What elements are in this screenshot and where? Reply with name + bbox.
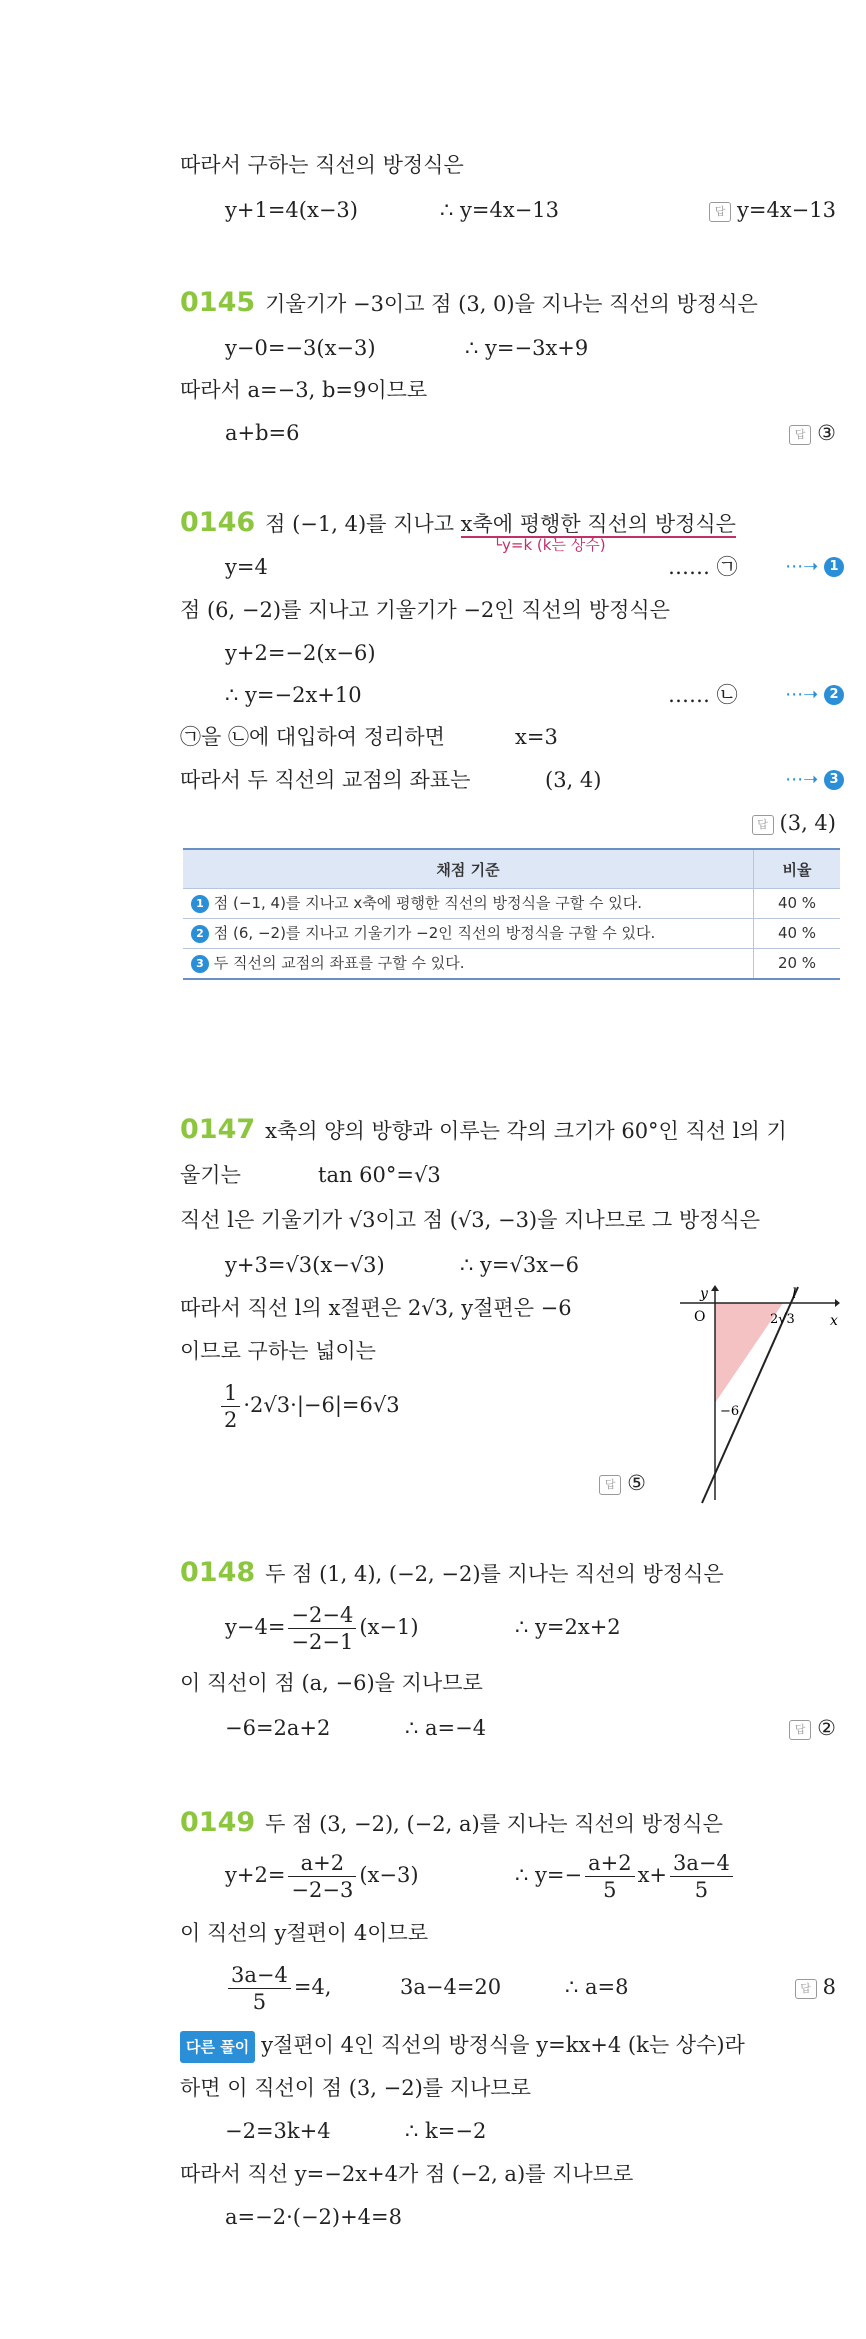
table-row	[183, 889, 840, 919]
numerator: a+2	[288, 1850, 356, 1877]
denominator: 2	[224, 1408, 238, 1432]
denominator: 5	[694, 1878, 709, 1902]
problem-0149-line	[180, 1808, 723, 1839]
equation	[515, 1848, 736, 1903]
equation: y=4	[225, 555, 268, 579]
text-line: ㉠을 ㉡에 대입하여 정리하면	[180, 725, 445, 749]
answer-icon: 답	[789, 425, 811, 445]
criterion-text: 점 (6, −2)를 지나고 기울기가 −2인 직선의 방정식을 구할 수 있다.	[213, 924, 656, 942]
problem-0148-line	[180, 1558, 724, 1589]
origin-label: O	[694, 1309, 706, 1325]
answer-value: (3, 4)	[779, 811, 836, 835]
expression: ·2√3·|−6|=6√3	[243, 1393, 400, 1417]
numerator: 3a−4	[228, 1962, 291, 1989]
equation: y+3=√3(x−√3)	[225, 1253, 385, 1277]
alt-solution-tag: 다른 풀이	[180, 2031, 255, 2063]
equation: ∴ y=4x−13	[440, 198, 560, 222]
answer-icon: 답	[599, 1475, 621, 1495]
equation	[225, 1600, 419, 1655]
fraction	[585, 1850, 634, 1903]
equation: ∴ a=8	[565, 1975, 629, 1999]
equation: ∴ y=2x+2	[515, 1615, 621, 1639]
arrow-icon: ⋯➝	[785, 556, 819, 577]
answer-value: y=4x−13	[737, 198, 836, 222]
text-line: 이므로 구하는 넓이는	[180, 1339, 376, 1363]
equation: ∴ k=−2	[405, 2119, 487, 2143]
text-line: 따라서 a=−3, b=9이므로	[180, 378, 428, 402]
step-marker-1	[785, 552, 844, 582]
x-intercept-label: 2√3	[770, 1312, 795, 1327]
text-line: 하면 이 직선이 점 (3, −2)를 지나므로	[180, 2076, 531, 2100]
marker-a: …… ㉠	[668, 555, 738, 579]
fraction	[228, 1962, 291, 2015]
answer-value: 8	[822, 1975, 836, 1999]
fraction	[670, 1850, 733, 1903]
equation: y+1=4(x−3)	[225, 198, 358, 222]
expression: x+	[637, 1863, 668, 1887]
step-badge: 2	[824, 685, 844, 705]
expression: ∴ y=−	[515, 1863, 583, 1887]
equation: x=3	[515, 725, 558, 749]
equation: tan 60°=√3	[318, 1163, 441, 1187]
annotation-note: └y=k (k는 상수)	[493, 536, 606, 554]
x-axis-label: x	[830, 1313, 838, 1329]
step-badge: 2	[191, 925, 209, 943]
arrow-icon: ⋯➝	[785, 684, 819, 705]
text-line: 따라서 구하는 직선의 방정식은	[180, 153, 464, 177]
criterion-text: 점 (−1, 4)를 지나고 x축에 평행한 직선의 방정식을 구할 수 있다.	[213, 894, 643, 912]
equation: −6=2a+2	[225, 1716, 331, 1740]
answer-icon: 답	[795, 1979, 817, 1999]
text-line: 이 직선의 y절편이 4이므로	[180, 1921, 429, 1945]
answer-icon: 답	[752, 815, 774, 835]
numerator: −2−4	[288, 1602, 356, 1629]
expression: (x−3)	[359, 1863, 419, 1887]
equation	[225, 1848, 419, 1903]
equation: (3, 4)	[545, 768, 602, 792]
step-badge: 3	[191, 955, 209, 973]
equation: y+2=−2(x−6)	[225, 641, 376, 665]
criterion-text: 두 직선의 교점의 좌표를 구할 수 있다.	[213, 954, 465, 972]
problem-number: 0148	[180, 1557, 256, 1588]
problem-number: 0145	[180, 287, 256, 318]
equation: ∴ y=−2x+10	[225, 683, 362, 707]
equation: a+b=6	[225, 421, 300, 445]
equation: y−0=−3(x−3)	[225, 336, 376, 360]
problem-0146-line	[180, 508, 736, 539]
equation: 3a−4=20	[400, 1975, 502, 1999]
y-intercept-label: −6	[720, 1404, 740, 1419]
fraction	[221, 1380, 240, 1433]
table-row	[183, 949, 840, 980]
criterion	[183, 889, 754, 919]
expression: =4,	[293, 1975, 332, 1999]
y-axis-arrow	[711, 1285, 719, 1291]
answer	[599, 1468, 646, 1498]
denominator: −2−1	[291, 1630, 354, 1654]
expression: y−4=	[225, 1615, 286, 1639]
answer	[709, 195, 836, 225]
step-marker-2	[785, 680, 844, 710]
numerator: 3a−4	[670, 1850, 733, 1877]
problem-0145-line	[180, 288, 758, 319]
text-line: 따라서 직선 l의 x절편은 2√3, y절편은 −6	[180, 1296, 572, 1320]
percent: 40 %	[754, 889, 841, 919]
equation: −2=3k+4	[225, 2119, 331, 2143]
alt-solution-line	[180, 2030, 745, 2063]
y-axis-label: y	[700, 1286, 708, 1302]
answer	[789, 1713, 836, 1743]
expression: y+2=	[225, 1863, 286, 1887]
equation: ∴ y=−3x+9	[465, 336, 589, 360]
text-line: 따라서 두 직선의 교점의 좌표는	[180, 768, 471, 792]
answer-value: ②	[817, 1716, 836, 1740]
step-badge: 1	[191, 895, 209, 913]
underlined-text: x축에 평행한 직선의 방정식은	[460, 512, 736, 536]
percent: 20 %	[754, 949, 841, 980]
criterion	[183, 919, 754, 949]
answer-value: ⑤	[627, 1471, 646, 1495]
numerator: a+2	[585, 1850, 634, 1877]
equation: a=−2·(−2)+4=8	[225, 2205, 403, 2229]
answer	[795, 1972, 836, 2002]
column-header: 채점 기준	[183, 849, 754, 889]
denominator: 5	[603, 1878, 617, 1902]
step-marker-3	[785, 765, 844, 795]
text-line: 울기는	[180, 1163, 241, 1187]
table-row	[183, 919, 840, 949]
percent: 40 %	[754, 919, 841, 949]
answer-value: ③	[817, 421, 836, 445]
text-line: 따라서 직선 y=−2x+4가 점 (−2, a)를 지나므로	[180, 2162, 634, 2186]
numerator: 1	[221, 1380, 240, 1407]
equation: ∴ y=√3x−6	[460, 1253, 580, 1277]
text: x축의 양의 방향과 이루는 각의 크기가 60°인 직선 l의 기	[265, 1119, 787, 1143]
text: y절편이 4인 직선의 방정식을 y=kx+4 (k는 상수)라	[261, 2033, 745, 2057]
fraction	[288, 1602, 356, 1655]
marker-b: …… ㉡	[668, 683, 738, 707]
text-line: 점 (6, −2)를 지나고 기울기가 −2인 직선의 방정식은	[180, 598, 670, 622]
denominator: −2−3	[291, 1878, 354, 1902]
text: 두 점 (3, −2), (−2, a)를 지나는 직선의 방정식은	[265, 1812, 723, 1836]
equation: ∴ a=−4	[405, 1716, 487, 1740]
problem-number: 0147	[180, 1114, 256, 1145]
step-badge: 3	[824, 770, 844, 790]
equation	[218, 1378, 400, 1433]
text-line: 직선 l은 기울기가 √3이고 점 (√3, −3)을 지나므로 그 방정식은	[180, 1208, 761, 1232]
expression: (x−1)	[359, 1615, 419, 1639]
problem-number: 0149	[180, 1807, 256, 1838]
denominator: 5	[252, 1990, 267, 2014]
column-header: 비율	[754, 849, 841, 889]
criterion	[183, 949, 754, 980]
text-line: 이 직선이 점 (a, −6)을 지나므로	[180, 1671, 483, 1695]
text: 두 점 (1, 4), (−2, −2)를 지나는 직선의 방정식은	[265, 1562, 724, 1586]
problem-0147-line	[180, 1115, 787, 1146]
grading-table	[183, 848, 840, 980]
step-badge: 1	[824, 557, 844, 577]
answer-icon: 답	[789, 1720, 811, 1740]
fraction	[288, 1850, 356, 1903]
arrow-icon: ⋯➝	[785, 769, 819, 790]
text: 기울기가 −3이고 점 (3, 0)을 지나는 직선의 방정식은	[265, 292, 758, 316]
line-label: l	[792, 1286, 797, 1302]
problem-number: 0146	[180, 507, 256, 538]
text: 점 (−1, 4)를 지나고	[265, 512, 461, 536]
table-header	[183, 849, 840, 889]
line-graph	[680, 1285, 840, 1505]
answer	[752, 808, 836, 838]
equation	[225, 1960, 331, 2015]
answer	[789, 418, 836, 448]
x-axis-arrow	[835, 1299, 840, 1307]
answer-icon: 답	[709, 202, 731, 222]
